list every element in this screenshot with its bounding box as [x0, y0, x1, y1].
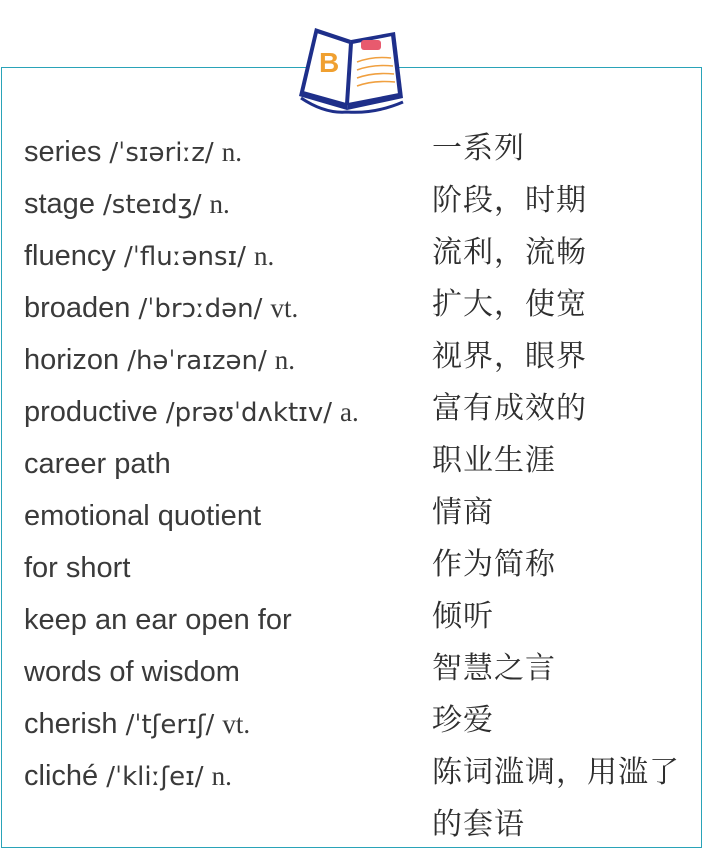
entry-english	[24, 706, 250, 743]
open-book-icon	[295, 18, 407, 122]
entry-word: for short	[24, 552, 131, 584]
entry-english	[24, 446, 171, 482]
entry-word: stage	[24, 188, 95, 220]
entry-phonetic: /həˈraɪzən/	[127, 346, 267, 376]
entry-part-of-speech: n.	[211, 761, 232, 791]
book-letter: B	[319, 47, 340, 78]
entry-english	[24, 238, 274, 275]
entry-meaning: 富有成效的	[432, 391, 587, 426]
entry-word: broaden	[24, 292, 131, 324]
entry-phonetic: /prəʊˈdʌktɪv/	[165, 398, 332, 428]
entry-meaning: 流利，流畅	[432, 235, 587, 270]
entry-word: emotional quotient	[24, 500, 261, 532]
entry-word: keep an ear open for	[24, 604, 292, 636]
entry-part-of-speech: a.	[340, 397, 359, 427]
entry-english	[24, 602, 292, 638]
entry-phonetic: /ˈkliːʃeɪ/	[106, 762, 204, 792]
entry-word: productive	[24, 396, 158, 428]
entry-english	[24, 654, 240, 690]
entry-phonetic: /ˈfluːənsɪ/	[123, 242, 246, 272]
entry-word: cherish	[24, 708, 118, 740]
entry-part-of-speech: vt.	[222, 709, 251, 739]
vocab-entry	[0, 754, 707, 842]
entry-english	[24, 342, 295, 379]
entry-english	[24, 758, 232, 795]
entry-meaning: 视界，眼界	[432, 339, 587, 374]
entry-english	[24, 290, 298, 327]
entry-meaning: 倾听	[432, 599, 494, 634]
entry-meaning: 扩大，使宽	[432, 287, 587, 322]
entry-phonetic: /steɪdʒ/	[103, 190, 202, 220]
entry-word: fluency	[24, 240, 116, 272]
entry-meaning: 智慧之言	[432, 651, 556, 686]
entry-part-of-speech: n.	[253, 241, 275, 271]
entry-english	[24, 134, 242, 171]
entry-meaning: 一系列	[432, 131, 525, 166]
entry-meaning: 阶段，时期	[432, 183, 587, 218]
entry-meaning: 职业生涯	[432, 443, 556, 478]
entry-phonetic: /ˈtʃerɪʃ/	[125, 710, 215, 740]
entry-phonetic: /ˈsɪəriːz/	[109, 138, 214, 168]
entry-english	[24, 550, 130, 586]
entry-word: words of wisdom	[24, 656, 240, 688]
entry-word: horizon	[24, 344, 120, 376]
entry-meaning: 陈词滥调，用滥了的套语	[432, 755, 680, 842]
entry-english	[24, 498, 261, 534]
entry-meaning: 珍爱	[432, 703, 494, 738]
entry-word: career path	[24, 448, 171, 480]
entry-english	[24, 394, 359, 431]
entry-part-of-speech: vt.	[270, 293, 299, 323]
entry-meaning: 作为简称	[432, 547, 556, 582]
entry-word: cliché	[24, 760, 99, 792]
entry-word: series	[24, 136, 102, 168]
entry-english	[24, 186, 230, 223]
entry-part-of-speech: n.	[221, 137, 242, 167]
entry-part-of-speech: n.	[274, 345, 296, 375]
entry-part-of-speech: n.	[209, 189, 230, 219]
entry-meaning: 情商	[432, 495, 494, 530]
entry-phonetic: /ˈbrɔːdən/	[138, 294, 263, 324]
